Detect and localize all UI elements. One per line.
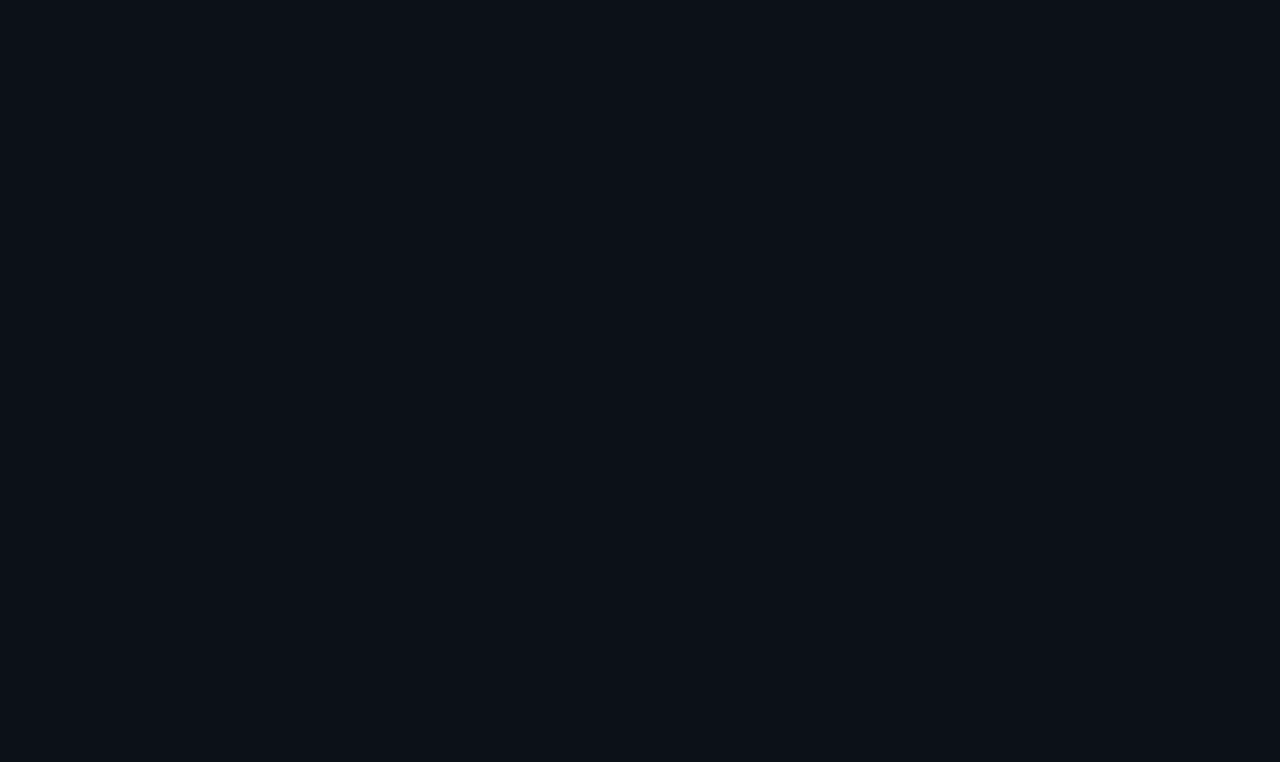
column-header-competition [292,0,778,9]
column-header-time [230,0,292,9]
table-header-row [0,0,1280,9]
column-header-sel [0,0,62,9]
column-header-date [108,0,230,9]
column-header-venue [1114,0,1176,9]
column-header-tv [62,0,108,9]
fixtures-table [0,0,1280,9]
column-header-opposition [778,0,1114,9]
column-header-result [1176,0,1280,9]
